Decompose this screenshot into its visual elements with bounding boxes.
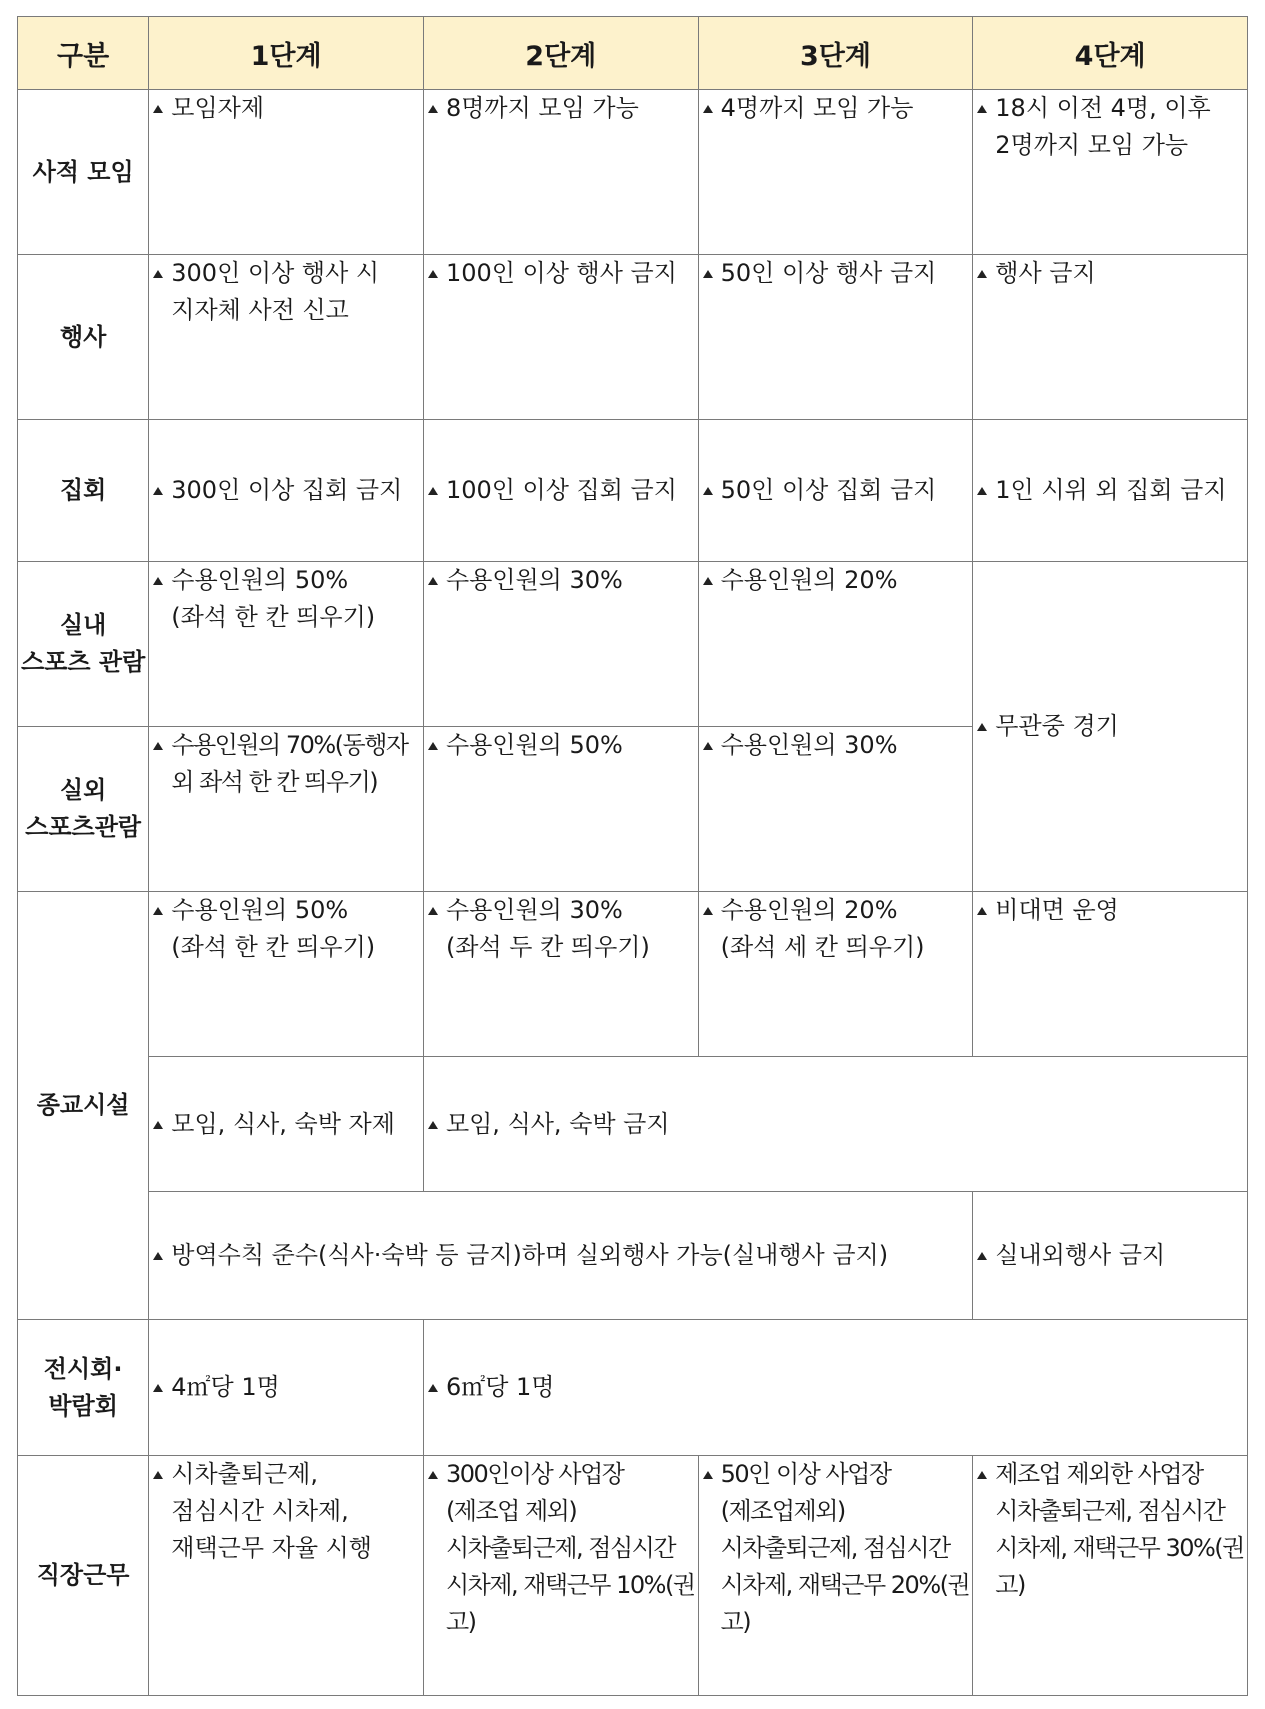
cell-event-s2: 100인 이상 행사 금지 bbox=[423, 255, 698, 420]
cell-religion-b2: 모임, 식사, 숙박 금지 bbox=[423, 1057, 1247, 1192]
cell-outdoor-s2: 수용인원의 50% bbox=[423, 727, 698, 892]
header-stage-4: 4단계 bbox=[973, 17, 1248, 90]
row-religion-capacity bbox=[18, 892, 1248, 1057]
row-workplace bbox=[18, 1456, 1248, 1696]
row-label-workplace: 직장근무 bbox=[18, 1456, 149, 1696]
header-stage-1: 1단계 bbox=[149, 17, 424, 90]
cell-religion-a3: 수용인원의 20% (좌석 세 칸 띄우기) bbox=[698, 892, 973, 1057]
row-label-assembly: 집회 bbox=[18, 420, 149, 562]
cell-assembly-s3: 50인 이상 집회 금지 bbox=[698, 420, 973, 562]
cell-exhibition-s2: 6㎡당 1명 bbox=[423, 1320, 1247, 1456]
cell-religion-c1: 방역수칙 준수(식사·숙박 등 금지)하며 실외행사 가능(실내행사 금지) bbox=[149, 1192, 973, 1320]
cell-private-s2: 8명까지 모임 가능 bbox=[423, 90, 698, 255]
cell-assembly-s4: 1인 시위 외 집회 금지 bbox=[973, 420, 1248, 562]
row-indoor-sports bbox=[18, 562, 1248, 727]
cell-event-s3: 50인 이상 행사 금지 bbox=[698, 255, 973, 420]
row-private-gathering bbox=[18, 90, 1248, 255]
cell-workplace-s1: 시차출퇴근제, 점심시간 시차제, 재택근무 자율 시행 bbox=[149, 1456, 424, 1696]
cell-outdoor-s1: 수용인원의 70%(동행자 외 좌석 한 칸 띄우기) bbox=[149, 727, 424, 892]
row-label-religion: 종교시설 bbox=[18, 892, 149, 1320]
row-label-outdoor-sports: 실외 스포츠관람 bbox=[18, 727, 149, 892]
cell-religion-b1: 모임, 식사, 숙박 자제 bbox=[149, 1057, 424, 1192]
cell-assembly-s2: 100인 이상 집회 금지 bbox=[423, 420, 698, 562]
cell-religion-a1: 수용인원의 50% (좌석 한 칸 띄우기) bbox=[149, 892, 424, 1057]
row-label-event: 행사 bbox=[18, 255, 149, 420]
row-religion-meals bbox=[18, 1057, 1248, 1192]
cell-sports-s4: 무관중 경기 bbox=[973, 562, 1248, 892]
cell-event-s1: 300인 이상 행사 시 지자체 사전 신고 bbox=[149, 255, 424, 420]
header-stage-3: 3단계 bbox=[698, 17, 973, 90]
cell-indoor-s3: 수용인원의 20% bbox=[698, 562, 973, 727]
header-row bbox=[18, 17, 1248, 90]
cell-workplace-s4: 제조업 제외한 사업장 시차출퇴근제, 점심시간 시차제, 재택근무 30%(권고) bbox=[973, 1456, 1248, 1696]
row-exhibition bbox=[18, 1320, 1248, 1456]
cell-private-s3: 4명까지 모임 가능 bbox=[698, 90, 973, 255]
cell-exhibition-s1: 4㎡당 1명 bbox=[149, 1320, 424, 1456]
cell-religion-a2: 수용인원의 30% (좌석 두 칸 띄우기) bbox=[423, 892, 698, 1057]
row-label-private-gathering: 사적 모임 bbox=[18, 90, 149, 255]
cell-assembly-s1: 300인 이상 집회 금지 bbox=[149, 420, 424, 562]
cell-private-s4: 18시 이전 4명, 이후 2명까지 모임 가능 bbox=[973, 90, 1248, 255]
cell-private-s1: 모임자제 bbox=[149, 90, 424, 255]
row-label-indoor-sports: 실내 스포츠 관람 bbox=[18, 562, 149, 727]
cell-indoor-s2: 수용인원의 30% bbox=[423, 562, 698, 727]
cell-workplace-s3: 50인 이상 사업장 (제조업제외) 시차출퇴근제, 점심시간 시차제, 재택근무 20%(권고) bbox=[698, 1456, 973, 1696]
cell-indoor-s1: 수용인원의 50% (좌석 한 칸 띄우기) bbox=[149, 562, 424, 727]
cell-religion-c2: 실내외행사 금지 bbox=[973, 1192, 1248, 1320]
cell-workplace-s2: 300인이상 사업장 (제조업 제외) 시차출퇴근제, 점심시간 시차제, 재택근무 10%(권고) bbox=[423, 1456, 698, 1696]
cell-outdoor-s3: 수용인원의 30% bbox=[698, 727, 973, 892]
cell-event-s4: 행사 금지 bbox=[973, 255, 1248, 420]
row-label-exhibition: 전시회· 박람회 bbox=[18, 1320, 149, 1456]
row-religion-events bbox=[18, 1192, 1248, 1320]
header-category: 구분 bbox=[18, 17, 149, 90]
cell-religion-a4: 비대면 운영 bbox=[973, 892, 1248, 1057]
header-stage-2: 2단계 bbox=[423, 17, 698, 90]
distancing-stage-table bbox=[17, 16, 1248, 1696]
row-event bbox=[18, 255, 1248, 420]
row-assembly bbox=[18, 420, 1248, 562]
